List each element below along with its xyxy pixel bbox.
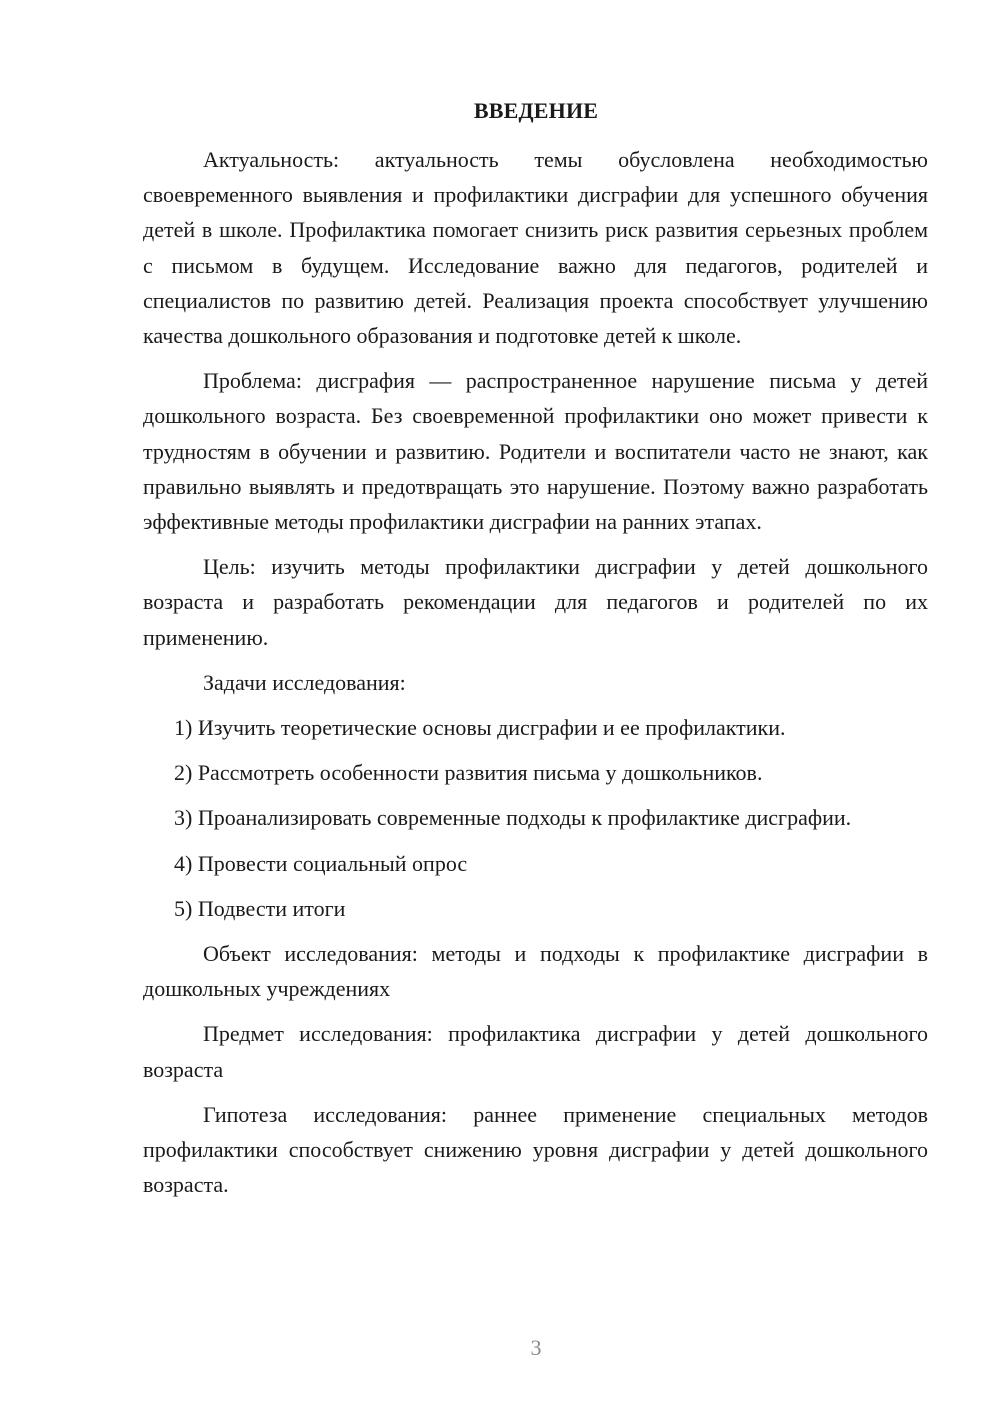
section-heading: ВВЕДЕНИЕ	[473, 98, 599, 123]
task-item-2: 2) Рассмотреть особенности развития письма у дошкольников.	[174, 760, 763, 786]
paragraph-subject: Предмет исследования: профилактика дисграфии у детей дошкольного возраста	[143, 1021, 928, 1082]
paragraph-goal: Цель: изучить методы профилактики дисграфии у детей дошкольного возраста и разработать рекомендации для педагогов и родителей по их применению.	[143, 554, 928, 650]
task-item-3: 3) Проанализировать современные подходы к профилактике дисграфии.	[174, 805, 852, 831]
paragraph-hypothesis: Гипотеза исследования: раннее применение специальных методов профилактики способствует снижению уровня дисграфии у детей дошкольного возраста.	[143, 1101, 928, 1198]
task-item-1: 1) Изучить теоретические основы дисграфии и ее профилактики.	[174, 715, 786, 741]
tasks-heading: Задачи исследования:	[203, 669, 406, 695]
task-item-4: 4) Провести социальный опрос	[174, 850, 468, 876]
paragraph-object: Объект исследования: методы и подходы к профилактике дисграфии в дошкольных учреждениях	[143, 941, 928, 1002]
page-number: 3	[530, 1335, 542, 1360]
body-text	[143, 142, 928, 1212]
paragraph-relevance: Актуальность: актуальность темы обусловлена необходимостью своевременного выявления и профилактики дисграфии для успешного обучения детей в школе. Профилактика помогает снизить риск развития серьезных проблем с письмом в будущем. Исследование важно для педагогов, родителей и специалистов по развитию детей. Реализация проекта способствует улучшению качества дошкольного образования и подготовке детей к школе.	[143, 147, 928, 349]
paragraph-problem: Проблема: дисграфия — распространенное нарушение письма у детей дошкольного возраста. Без своевременной профилактики оно может привести к трудностям в обучении и развитию. Родители и воспитатели часто не знают, как правильно выявлять и предотвращать это нарушение. Поэтому важно разработать эффективные методы профилактики дисграфии на ранних этапах.	[143, 368, 928, 535]
task-item-5: 5) Подвести итоги	[174, 895, 346, 921]
